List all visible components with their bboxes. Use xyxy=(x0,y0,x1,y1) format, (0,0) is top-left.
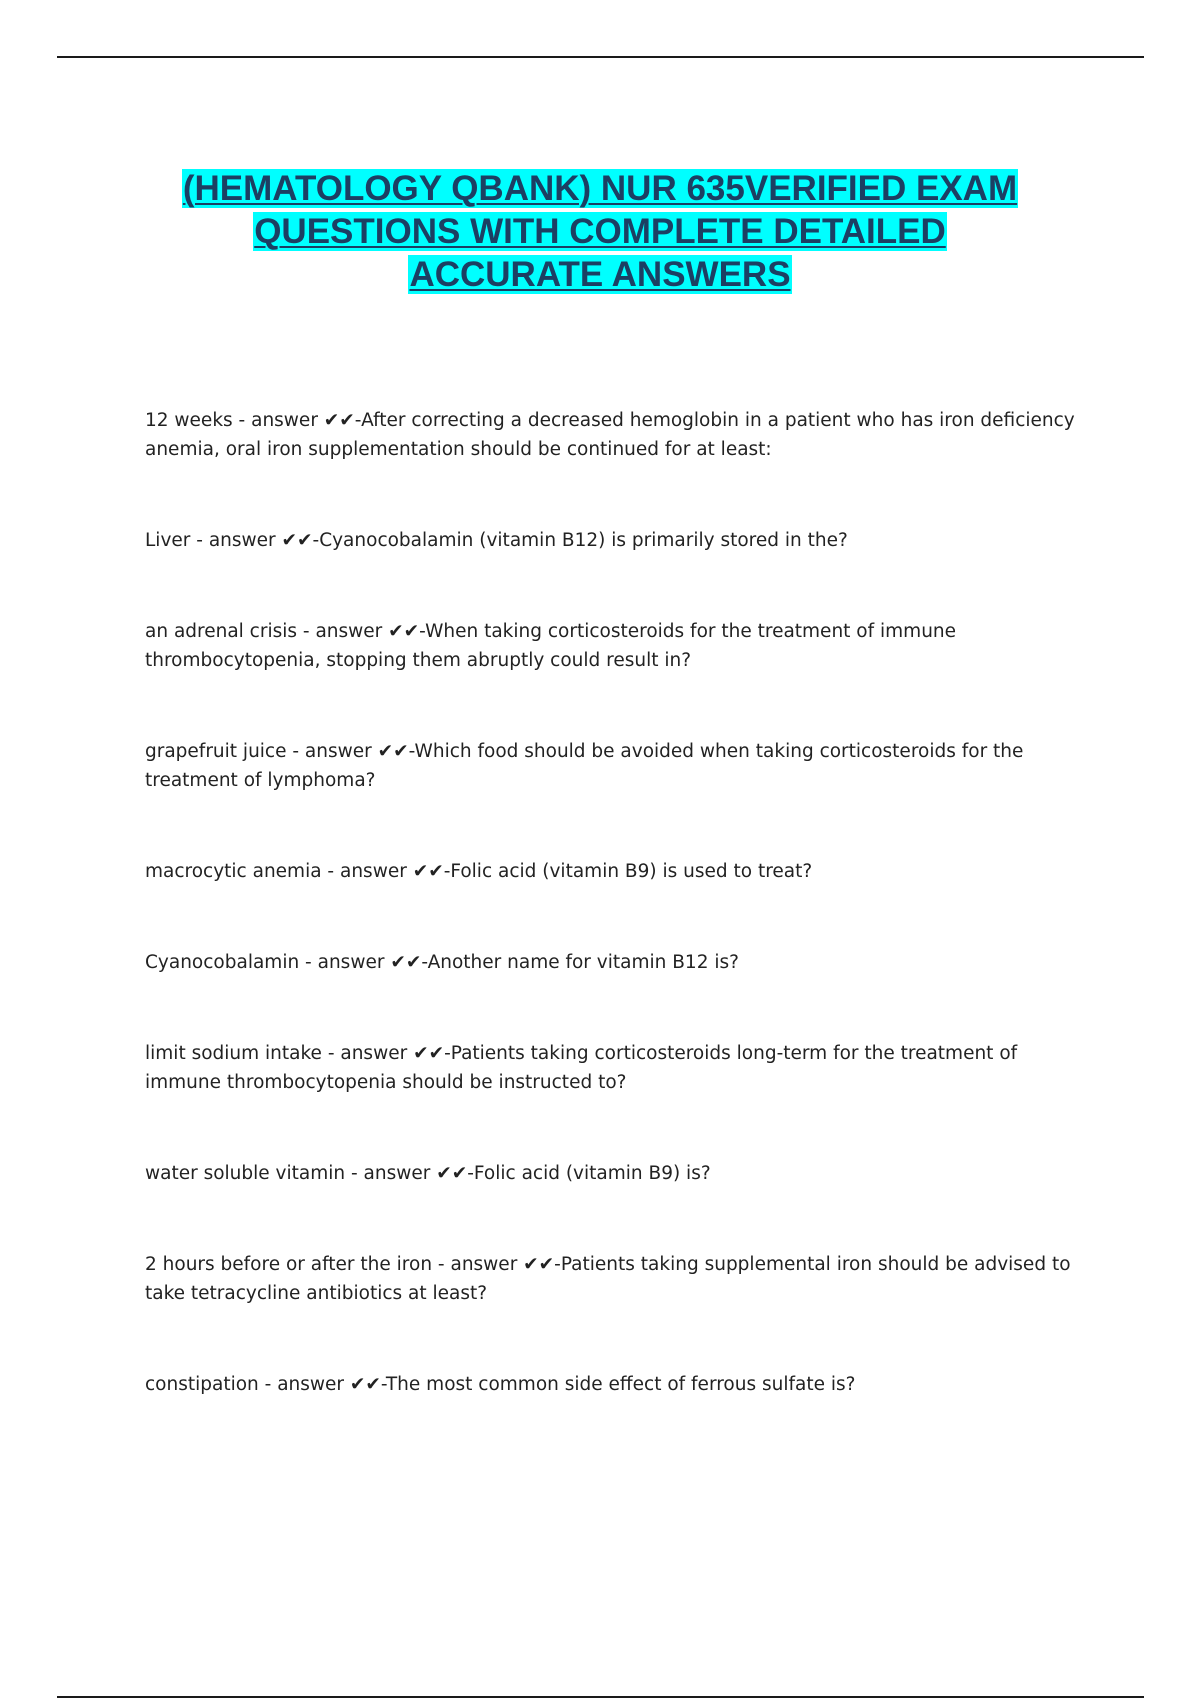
title-line-2: QUESTIONS WITH COMPLETE DETAILED xyxy=(254,212,946,252)
qa-item: 2 hours before or after the iron - answer ✔✔-Patients taking supplemental iron should be advised to take tetracycline antibiotics at least? xyxy=(145,1254,1071,1304)
title-line-3: ACCURATE ANSWERS xyxy=(409,255,791,295)
bottom-rule xyxy=(57,1696,1144,1698)
qa-item: 12 weeks - answer ✔✔-After correcting a decreased hemoglobin in a patient who has iron deficiency anemia, oral iron supplementation should be continued for at least: xyxy=(145,410,1075,460)
qa-list xyxy=(145,406,1095,1461)
qa-item: Cyanocobalamin - answer ✔✔-Another name for vitamin B12 is? xyxy=(145,952,739,973)
qa-item: water soluble vitamin - answer ✔✔-Folic acid (vitamin B9) is? xyxy=(145,1163,711,1184)
qa-item: an adrenal crisis - answer ✔✔-When taking corticosteroids for the treatment of immune thrombocytopenia, stopping them abruptly could result in? xyxy=(145,621,957,671)
qa-item: Liver - answer ✔✔-Cyanocobalamin (vitamin B12) is primarily stored in the? xyxy=(145,530,848,551)
qa-item: macrocytic anemia - answer ✔✔-Folic acid (vitamin B9) is used to treat? xyxy=(145,861,813,882)
qa-item: limit sodium intake - answer ✔✔-Patients taking corticosteroids long-term for the treatment of immune thrombocytopenia should be instructed to? xyxy=(145,1043,1018,1093)
qa-item: constipation - answer ✔✔-The most common side effect of ferrous sulfate is? xyxy=(145,1374,856,1395)
title-line-1: (HEMATOLOGY QBANK) NUR 635VERIFIED EXAM xyxy=(182,169,1018,209)
top-rule xyxy=(57,56,1144,58)
qa-item: grapefruit juice - answer ✔✔-Which food should be avoided when taking corticosteroids for the treatment of lymphoma? xyxy=(145,741,1024,791)
document-title xyxy=(100,167,1100,296)
